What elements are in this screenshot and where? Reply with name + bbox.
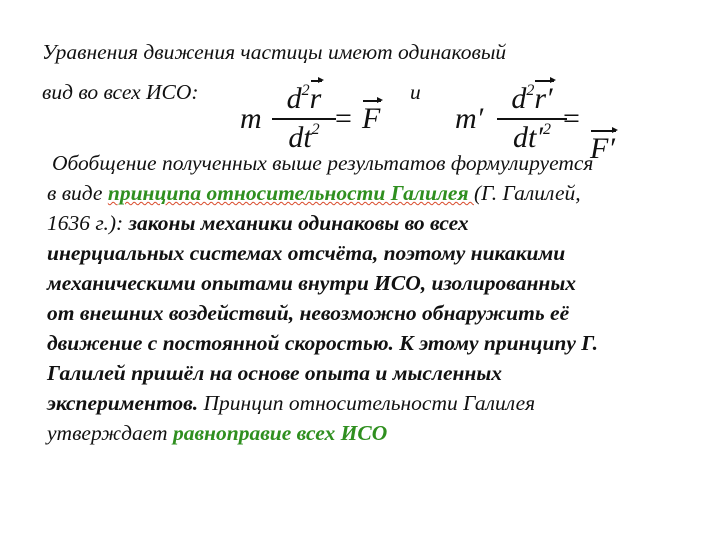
vector-arrow-icon: r	[309, 82, 322, 115]
paragraph-line-8: Галилей пришёл на основе опыта и мысленных	[47, 361, 503, 385]
paragraph-line-5: механическими опытами внутри ИСО, изолированных	[47, 271, 577, 295]
eq1-fraction	[272, 84, 336, 153]
eq2-mass: m′	[455, 102, 484, 135]
eq1-mass: m	[240, 102, 262, 135]
paragraph-line-3	[47, 213, 469, 235]
intro-line-2: вид во всех ИСО:	[42, 80, 199, 104]
galileo-principle-link[interactable]: принципа относительности Галилея	[107, 181, 474, 205]
intro-line-1: Уравнения движения частицы имеют одинаковый	[42, 40, 507, 64]
eq2-fraction	[497, 84, 567, 153]
paragraph-line-6: от внешних воздействий, невозможно обнаружить её	[47, 301, 570, 325]
paragraph-bold-text: экспериментов.	[47, 391, 199, 415]
paragraph-text: Принцип относительности Галилея	[198, 391, 536, 415]
eq2-numerator: $d^2r'$	[511, 82, 553, 115]
paragraph-text: утверждает	[47, 421, 173, 445]
paragraph-line-10	[47, 423, 387, 445]
paragraph-line-1: Обобщение полученных выше результатов формулируется	[52, 151, 594, 175]
eq2-force: F′	[590, 132, 615, 165]
eq1-numerator: $d^2r$	[286, 82, 322, 115]
intro-conjunction: и	[410, 80, 421, 104]
eq1-fraction-bar	[272, 118, 336, 120]
paragraph-line-7: движение с постоянной скоростью. К этому принципу Г.	[47, 331, 599, 355]
eq2-equals: =	[563, 102, 580, 135]
paragraph-text: 1636 г.):	[47, 211, 129, 235]
paragraph-text: в виде	[47, 181, 108, 205]
equality-highlight: равноправие всех ИСО	[172, 421, 388, 445]
paragraph-line-4: инерциальных системах отсчёта, поэтому никакими	[47, 241, 566, 265]
eq2-denominator: $dt'^2$	[513, 121, 551, 154]
eq1-force: F	[362, 102, 381, 135]
paragraph-bold-text: законы механики одинаковы во всех	[128, 211, 469, 235]
paragraph-line-2	[47, 183, 581, 205]
paragraph-line-9	[47, 393, 535, 415]
paragraph-text: (Г. Галилей,	[473, 181, 581, 205]
eq1-equals: =	[335, 102, 352, 135]
eq1-denominator: $dt^2$	[288, 121, 320, 154]
vector-arrow-icon: r′	[534, 82, 553, 115]
eq2-fraction-bar	[497, 118, 567, 120]
